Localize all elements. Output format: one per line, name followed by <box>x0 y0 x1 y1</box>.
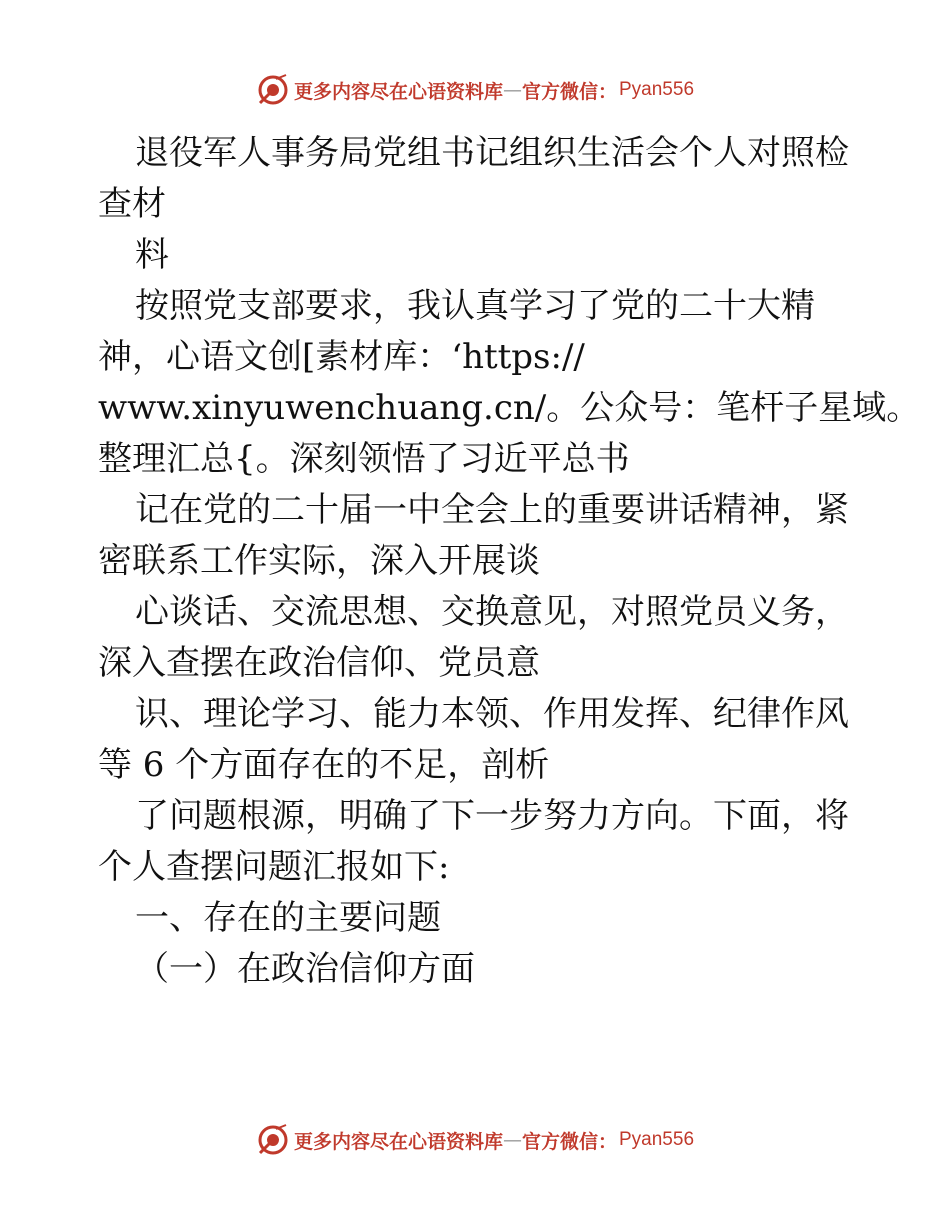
paragraph-line: 心谈话、交流思想、交换意见，对照党员义务， <box>135 592 849 632</box>
paragraph-line: www.xinyuwenchuang.cn/。公众号：笔杆子星域。 <box>98 388 921 428</box>
paragraph-line: 整理汇总{。深刻领悟了习近平总书 <box>98 439 630 479</box>
subsection-heading: （一）在政治信仰方面 <box>135 949 475 989</box>
banner-separator: — <box>502 1129 522 1151</box>
banner-main-text: 更多内容尽在心语资料库 <box>293 1130 503 1153</box>
paragraph-line: 个人查摆问题汇报如下: <box>98 847 450 887</box>
section-heading: 一、存在的主要问题 <box>135 898 441 938</box>
paragraph-line: 神，心语文创[素材库：‘https:// <box>98 337 585 377</box>
document-title-end: 料 <box>135 235 169 275</box>
pen-logo-icon <box>256 73 290 107</box>
banner-wechat-id: Pyan556 <box>619 79 695 100</box>
pen-logo-icon <box>256 1123 290 1157</box>
paragraph-line: 密联系工作实际，深入开展谈 <box>98 541 540 581</box>
banner-separator: — <box>502 79 522 101</box>
paragraph-line: 深入查摆在政治信仰、党员意 <box>98 643 540 683</box>
header-banner <box>0 70 950 110</box>
paragraph-line: 记在党的二十届一中全会上的重要讲话精神，紧 <box>135 490 849 530</box>
paragraph-line: 识、理论学习、能力本领、作用发挥、纪律作风 <box>135 694 849 734</box>
document-title-cont: 查材 <box>98 184 166 224</box>
paragraph-line: 等 6 个方面存在的不足，剖析 <box>98 745 550 785</box>
banner-wechat-label: 官方微信： <box>521 80 617 103</box>
paragraph-line: 按照党支部要求，我认真学习了党的二十大精 <box>135 286 815 326</box>
footer-banner <box>0 1120 950 1160</box>
document-title: 退役军人事务局党组书记组织生活会个人对照检 <box>135 133 849 173</box>
document-body <box>98 128 921 995</box>
banner-main-text: 更多内容尽在心语资料库 <box>293 80 503 103</box>
banner-wechat-id: Pyan556 <box>619 1129 695 1150</box>
paragraph-line: 了问题根源，明确了下一步努力方向。下面，将 <box>135 796 849 836</box>
banner-wechat-label: 官方微信： <box>521 1130 617 1153</box>
